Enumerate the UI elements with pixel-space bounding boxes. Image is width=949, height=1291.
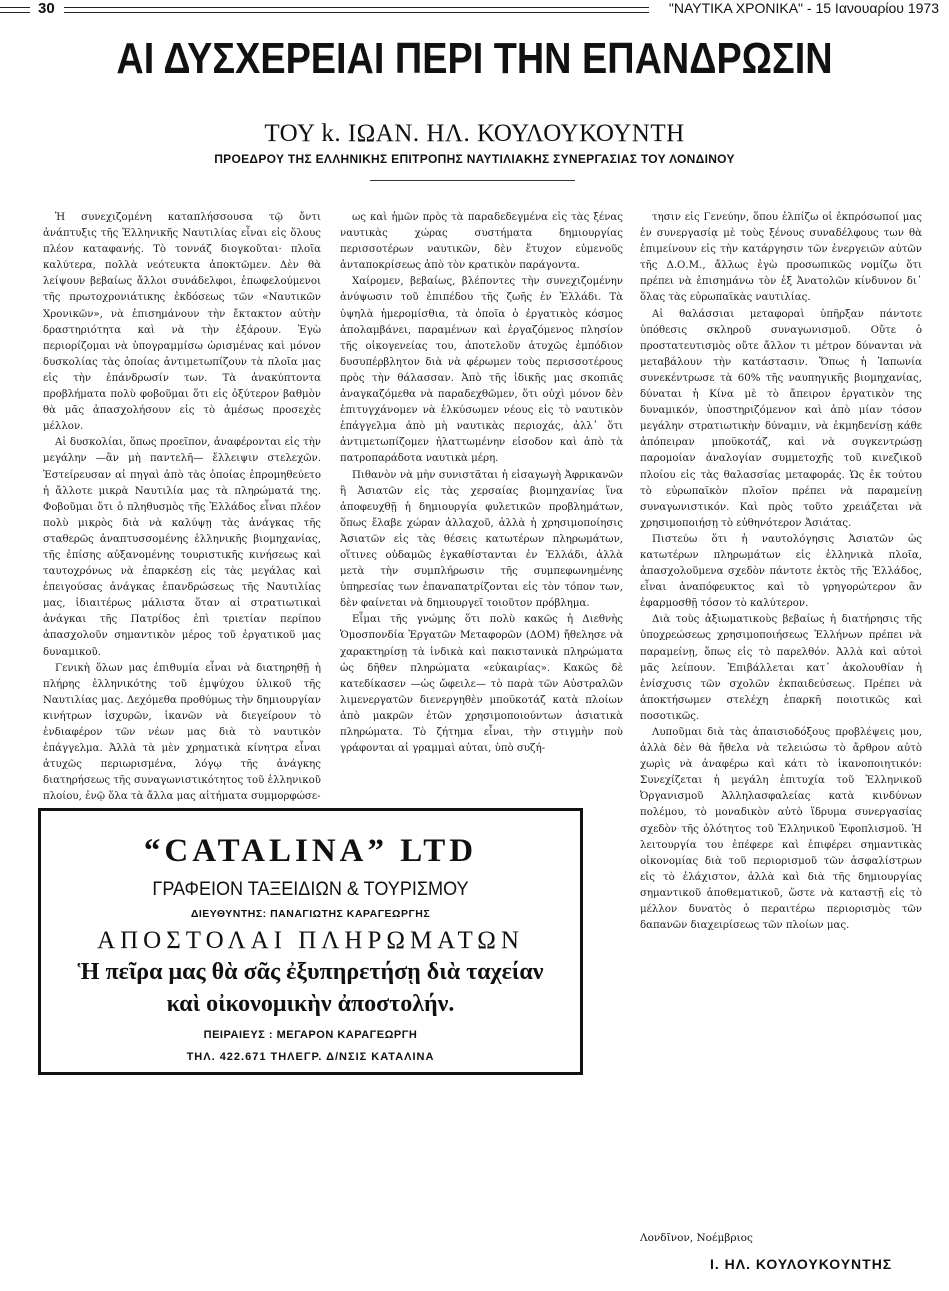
paragraph: Αἱ θαλάσσιαι μεταφοραὶ ὑπῆρξαν πάντοτε ὑπόθεσις σκληροῦ συναγωνισμοῦ. Οὔτε ὁ προστατευτισμὸς οὔτε ἄλλον τι μέτρον δύνανται νὰ μεταβάλουν τὴν κατάστασιν. Ὅπως ἡ Ἰαπωνία συνεκέντρωσε τὰ 60% τῆς ναυπηγικῆς βιομηχανίας, δύναται ἡ Κίνα μὲ τὸ ἄπειρον ἐργατικὸν της δυναμικόν, ὑποστηριζόμενον καὶ ἀπὸ μίαν τόσον μεγάλην στρατιωτικὴν δύναμιν, νὰ ἐκμηδενίσῃ κάθε ἀπόπειραν μποϋκοτάζ, καὶ νὰ συγκεντρώσῃ παρομοίαν ἀναλογίαν συμμετοχῆς τοῦ κινεζικοῦ πλοίου εἰς τὰς θαλασσίας μεταφοράς. Ὡς ἐκ τούτου τὸ εὐρωπαϊκὸν πλοῖον πρέπει νὰ παραμείνῃ συναγωνιστικόν. Καὶ πρὸς τοῦτο χρειάζεται νὰ χρησιμοποιήσῃ τὸ εὐθηνότερον Ἀσιάτας. <box>640 308 922 529</box>
article-column-1 <box>43 210 321 803</box>
issue-info: "ΝΑΥΤΙΚΑ ΧΡΟΝΙΚΑ" - 15 Ιανουαρίου 1973 <box>668 0 939 16</box>
paragraph: Λυποῦμαι διὰ τὰς ἀπαισιοδόξους προβλέψεις μου, ἀλλὰ δὲν θὰ ἤθελα νὰ τελειώσω τὸ ἄρθρον αὐτὸ χωρὶς νὰ ἀναφέρω καὶ κάτι τὸ ἱκανοποιητικόν: Συνεχίζεται ἡ μεγάλη ἐπιτυχία τοῦ Ἑλληνικοῦ Ὀργανισμοῦ Ἀλληλασφαλείας κατὰ κινδύνων πολέμου, τὸ μοναδικὸν αὐτὸ ἵδρυμα συνεργασίας σχεδὸν τῆς ὁλότητος τοῦ Ἑλληνικοῦ Ἐφοπλισμοῦ. Ἡ λειτουργία του ἐπέφερε καὶ ἐπιφέρει σημαντικὰς οἰκονομίας διὰ τοῦ περιορισμοῦ τῶν ἀσφαλίστρων εἰς τὸ ἐλάχιστον, ἀλλὰ καὶ διὰ τῆς δημιουργίας σημαντικοῦ ἀποθεματικοῦ, ὥστε νὰ καταστῇ εἰς τὸ μέλλον δυνατὸς ὁ περαιτέρω περιορισμὸς τῶν δαπανῶν διαχειρίσεως τῶν πλοίων μας. <box>640 727 922 932</box>
page-number: 30 <box>38 0 55 17</box>
author-title: ΠΡΟΕΔΡΟΥ ΤΗΣ ΕΛΛΗΝΙΚΗΣ ΕΠΙΤΡΟΠΗΣ ΝΑΥΤΙΛΙΑΚΗΣ ΣΥΝΕΡΓΑΣΙΑΣ ΤΟΥ ΛΟΝΔΙΝΟΥ <box>214 152 735 166</box>
paragraph: ως καὶ ἡμῶν πρὸς τὰ παραδεδεγμένα εἰς τὰς ξένας ναυτικὰς χώρας συστήματα δημιουργίας περισσοτέρων ναυτικῶν, δὲν ἔτυχον εὐμενοῦς ἀνταποκρίσεως ἀπὸ τὸν κρατικὸν παράγοντα. <box>340 212 623 272</box>
header-rule-right <box>64 7 649 13</box>
paragraph: Πιστεύω ὅτι ἡ ναυτολόγησις Ἀσιατῶν ὡς κατωτέρων πληρωμάτων εἰς ἑλληνικὰ πλοῖα, ἀπασχολοῦμενα σχεδὸν πάντοτε ἐκτὸς τῆς Ἑλλάδος, εἶναι ἀναπόφευκτος καὶ τὸ γρηγορώτερον ἂν ἐφαρμοσθῇ τόσον τὸ καλύτερον. <box>640 533 922 610</box>
ad-slogan-line-1: Ἡ πεῖρα μας θὰ σᾶς ἐξυπηρετήσῃ διὰ ταχείαν <box>77 959 544 985</box>
ad-service: ΑΠΟΣΤΟΛΑΙ ΠΛΗΡΩΜΑΤΩΝ <box>97 927 524 954</box>
header-rule-left <box>0 7 30 13</box>
ad-subtitle: ΓΡΑΦΕΙΟΝ ΤΑΞΕΙΔΙΩΝ & ΤΟΥΡΙΣΜΟΥ <box>152 879 469 900</box>
catalina-advertisement <box>38 808 583 1075</box>
article-headline: ΑΙ ΔΥΣΧΕΡΕΙΑΙ ΠΕΡΙ ΤΗΝ ΕΠΑΝΔΡΩΣΙΝ <box>116 34 833 83</box>
article-column-3 <box>640 210 922 1072</box>
article-column-2 <box>340 210 623 780</box>
paragraph: Χαίρομεν, βεβαίως, βλέποντες τὴν συνεχιζομένην ἀνύψωσιν τοῦ ἐπιπέδου τῆς ζωῆς ἐν Ἑλλάδι. Τὰ ὑψηλὰ ἡμερομίσθια, τὰ ὁποῖα ὁ ἐργατικὸς κόσμος ἀπολαμβάνει, παραμένων καὶ ἐργαζόμενος πλησίον τῆς οἰκογενείας του, ἀποτελοῦν ἀτυχῶς ἐμπόδιον δυσυπέρβλητον διὰ νὰ φέρωμεν τοὺς περισσοτέρους πρὸς τὴν θάλασσαν. Ἀπὸ τῆς ἰδικῆς μας σκοπιᾶς ἀναγκαζόμεθα νὰ παραδεχθῶμεν, ὅτι οὐχὶ μόνον δὲν ἐπιτυγχάνομεν νὰ ἑλκύσωμεν νέους εἰς τὸ ναυτικὸν ἐπάγγελμα ἀπὸ μὴ ναυτικὰς περιοχάς, ἀλλ᾽ ὅτι ἀντιμετωπίζομεν ἠλαττωμένην εἰσοδον καὶ ἀπὸ τὰ πατροπαράδοτα ναυτικὰ μέρη. <box>340 276 623 465</box>
ad-phone: ΤΗΛ. 422.671 ΤΗΛΕΓΡ. Δ/ΝΣΙΣ ΚΑΤΑΛΙΝΑ <box>186 1051 435 1063</box>
ad-slogan-line-2: καὶ οἰκονομικὴν ἀποστολήν. <box>166 991 455 1017</box>
paragraph: Γενικὴ ὅλων μας ἐπιθυμία εἶναι νὰ διατηρηθῇ ἡ πλήρης ἑλληνικότης τοῦ ἐμψύχου ὑλικοῦ τῆς Ναυτιλίας μας. Δεχόμεθα προθύμως τὴν δημιουργίαν κινήτρων ἰσχυρῶν, ἱκανῶν νὰ διεγείρουν τὸ ἐνδιαφέρον τῶν νέων μας διὰ τὸ ναυτικὸν ἐπάγγελμα. Ἀλλὰ τὰ μὲν χρηματικὰ κίνητρα εἶναι ἀτυχῶς περιωρισμένα, λόγῳ τῆς ἀνάγκης διατηρήσεως τῆς συναγωνιστικότητος τοῦ ἑλληνικοῦ πλοίου, ἐνῷ ὅλα τὰ ἄλλα μας αἰτήματα συμμορφώσε- <box>43 662 321 803</box>
paragraph: τησιν εἰς Γενεύην, ὅπου ἐλπίζω οἱ ἐκπρόσωποί μας ἐν συνεργασίᾳ μὲ τοὺς ξένους συναδέλφους των θὰ ἐπιμείνουν εἰς τὴν κατάργησιν τῶν ἐνεργειῶν αὐτῶν τῆς Δ.Ο.Μ., ἄλλως ἐγὼ προσωπικῶς νομίζω ὅτι πρέπει νὰ ἐπισημάνω τὸν ἐξ Ἀνατολῶν κίνδυνον δι᾽ ὅλας τὰς εὐρωπαϊκὰς ναυτιλίας. <box>640 212 922 304</box>
ad-director: ΔΙΕΥΘΥΝΤΗΣ: ΠΑΝΑΓΙΩΤΗΣ ΚΑΡΑΓΕΩΡΓΗΣ <box>190 908 431 920</box>
paragraph: Αἱ δυσκολίαι, ὅπως προεῖπον, ἀναφέρονται εἰς τὴν μεγάλην —ἂν μὴ παντελῆ— ἔλλειψιν στελεχῶν. Ἐστείρευσαν αἱ πηγαὶ ἀπὸ τὰς ὁποίας ἐπρομηθεύετο ἡ ἄλλοτε μικρὰ Ναυτιλία μας τὰ πληρώματά της. Φοβοῦμαι ὅτι ὁ πληθυσμὸς τῆς Ἑλλάδος εἶναι πλέον πολὺ μικρὸς διὰ νὰ καλύψῃ τὰς ἀνάγκας τῆς σταθερῶς ἀναπτυσσομένης ἑλληνικῆς βιομηχανίας, τῆς ἐπίσης αὐξανομένης τουριστικῆς κινήσεως καὶ ταυτοχρόνως νὰ ἐπαρκέσῃ εἰς τὰς μεγάλας καὶ ἐπειγούσας ἀνάγκας ἐπανδρώσεως τῆς Ναυτιλίας μας, ἰδιαιτέρως μάλιστα ὅταν αἱ στρατιωτικαὶ ἀνάγκαι τῆς Πατρίδος ἐπὶ τριετίαν περίπου ἀπασχολοῦν σημαντικὸν μέρος τοῦ ἐργατικοῦ μας δυναμικοῦ. <box>43 437 321 658</box>
paragraph: Ἡ συνεχιζομένη καταπλήσσουσα τῷ ὄντι ἀνάπτυξις τῆς Ἑλληνικῆς Ναυτιλίας εἶναι εἰς ὅλους πλέον καταφανής. Τὸ τοννάζ διογκοῦται· πλοῖα καλύτερα, πολλὰ νεότευκτα ἀποκτῶμεν. Δὲν θὰ λείψουν βεβαίως ἄλλοι συνάδελφοι, ἐπωφελούμενοι τῆς πρωτοχρονιάτικης ἐκδόσεως τῶν «Ναυτικῶν Χρονικῶν», νὰ ἐπισημάνουν τὴν ἔκτακτον αὐτὴν δραστηριότητα καὶ νὰ τὴν ἐξάρουν. Ἐγὼ περιορίζομαι νὰ ὑπογραμμίσω ὡρισμένας καὶ μόνον δυσκολίας τὰς ὁποίας ἀντιμετωπίζουν τὰ πλοῖα μας εἰς τὴν ἐπάνδρωσίν των. Τὰ ἀνακύπτοντα προβλήματα πολὺ φοβοῦμαι ὅτι εἰς ὀξύτερον βαθμὸν θὰ μᾶς ἀπασχολήσουν εἰς τὸ ἀμέσως προσεχὲς μέλλον. <box>43 212 321 433</box>
ad-company-name: “CATALINA” LTD <box>143 833 478 869</box>
place-date: Λονδῖνον, Νοέμβριος <box>640 1232 753 1244</box>
article-author: ΤΟΥ k. ΙΩΑΝ. ΗΛ. ΚΟΥΛΟΥΚΟΥΝΤΗ <box>264 120 685 147</box>
paragraph: Εἶμαι τῆς γνώμης ὅτι πολὺ κακῶς ἡ Διεθνὴς Ὁμοσπονδία Ἐργατῶν Μεταφορῶν (ΔΟΜ) ἤθελησε νὰ χαρακτηρίσῃ τὰ ἰνδικὰ καὶ πακιστανικὰ πληρώματα ὡς δῆθεν πληρώματα «εὐκαιρίας». Κακῶς δὲ κατεδίκασεν —ὡς ὤφειλε— τὸ παρὰ τῶν Αὐστραλῶν λιμενεργατῶν διενεργηθὲν μποϋκοτάζ κατὰ πλοίων ἀπὸ μακρῶν ἐτῶν χρησιμοποιούντων ἀσιατικὰ πληρώματα. Τὸ ζήτημα εἶναι, τὴν στιγμὴν ποὺ γράφονται αἱ γραμμαὶ αὐται, ὑπὸ συζή- <box>340 614 623 755</box>
paragraph: Πιθανὸν νὰ μὴν συνιστᾶται ἡ εἰσαγωγὴ Ἀφρικανῶν ἢ Ἀσιατῶν εἰς τὰς χερσαίας βιομηχανίας ἵνα ἀποφευχθῇ ἡ δημιουργία φυλετικῶν προβλημάτων, ὅπως ἔλαβε χώραν ἀλλαχοῦ, ἀλλὰ ἡ χρησιμοποίησις Ἀσιατῶν εἰς τὰς θέσεις κατωτέρων πληρωμάτων, οἵτινες οὐδαμῶς ἐγκαθίστανται ἐν Ἑλλάδι, ἀλλὰ μετὰ τὴν συμπλήρωσιν τῆς συμπεφωνημένης ὑπηρεσίας των ἐπαναπατρίζονται εἰς τὸν τόπον των, δὲν φαίνεται νὰ δημιουργεῖ τοιοῦτον πρόβλημα. <box>340 469 623 610</box>
ad-address: ΠΕΙΡΑΙΕΥΣ : ΜΕΓΑΡΟΝ ΚΑΡΑΓΕΩΡΓΗ <box>203 1029 418 1041</box>
paragraph: Διὰ τοὺς ἀξιωματικοὺς βεβαίως ἡ διατήρησις τῆς ὑποχρεώσεως χρησιμοποιήσεως Ἑλλήνων πρέπει νὰ παραμείνῃ, ὅπως εἰς τὸ παρελθόν. Ἀλλὰ καὶ αὐτοὶ μᾶς λείπουν. Ἐπιβάλλεται κατ᾽ ἀκολουθίαν ἡ ἐνίσχυσις τῶν σχολῶν ἐκπαιδεύσεως. Πρέπει νὰ ἀποκτήσωμεν στελέχη ἐπαρκῆ ποιοτικῶς καὶ ποσοτικῶς. <box>640 614 922 722</box>
author-signature: Ι. ΗΛ. ΚΟΥΛΟΥΚΟΥΝΤΗΣ <box>710 1256 893 1272</box>
separator-rule <box>370 180 575 181</box>
